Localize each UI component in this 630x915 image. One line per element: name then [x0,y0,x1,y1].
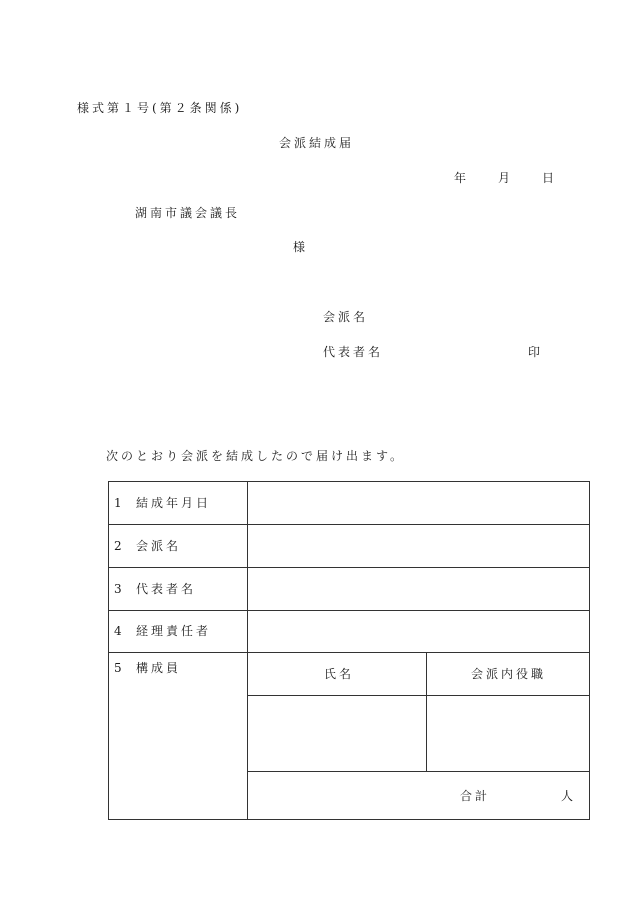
document-title: 会派結成届 [279,136,355,150]
row-label-text: 構成員 [136,661,182,675]
row-number: 1 [114,496,122,510]
row-label-formation-date [114,496,211,510]
seal-mark: 印 [528,345,544,359]
total-label: 合計 [460,789,491,803]
member-position-header: 会派内役職 [471,667,547,681]
row-number: 5 [114,661,122,675]
row-label-party-name [114,539,181,553]
table-line [247,771,589,772]
member-name-header: 氏名 [324,667,355,681]
representative-name-label: 代表者名 [323,345,384,359]
row-label-representative [114,582,196,596]
row-number: 4 [114,624,122,638]
date-day-label: 日 [542,171,558,185]
form-number: 様式第１号(第２条関係) [77,101,243,115]
table-line [426,652,427,771]
row-label-text: 結成年月日 [136,496,212,510]
table-line [247,482,248,819]
date-month-label: 月 [498,171,514,185]
date-year-label: 年 [454,171,470,185]
total-unit: 人 [561,789,577,803]
row-label-text: 経理責任者 [136,624,212,638]
table-line [109,610,589,611]
table-line [247,695,589,696]
table-line [109,652,589,653]
table-line [109,567,589,568]
row-number: 2 [114,539,122,553]
party-name-label: 会派名 [323,310,369,324]
addressee-name: 湖南市議会議長 [135,206,241,220]
form-table [108,481,590,820]
row-number: 3 [114,582,122,596]
table-line [109,524,589,525]
row-label-text: 会派名 [136,539,182,553]
statement-text: 次のとおり会派を結成したので届け出ます。 [106,449,406,463]
addressee-honorific: 様 [293,240,309,254]
row-label-text: 代表者名 [136,582,197,596]
row-label-members [114,661,181,675]
row-label-accounting-officer [114,624,211,638]
